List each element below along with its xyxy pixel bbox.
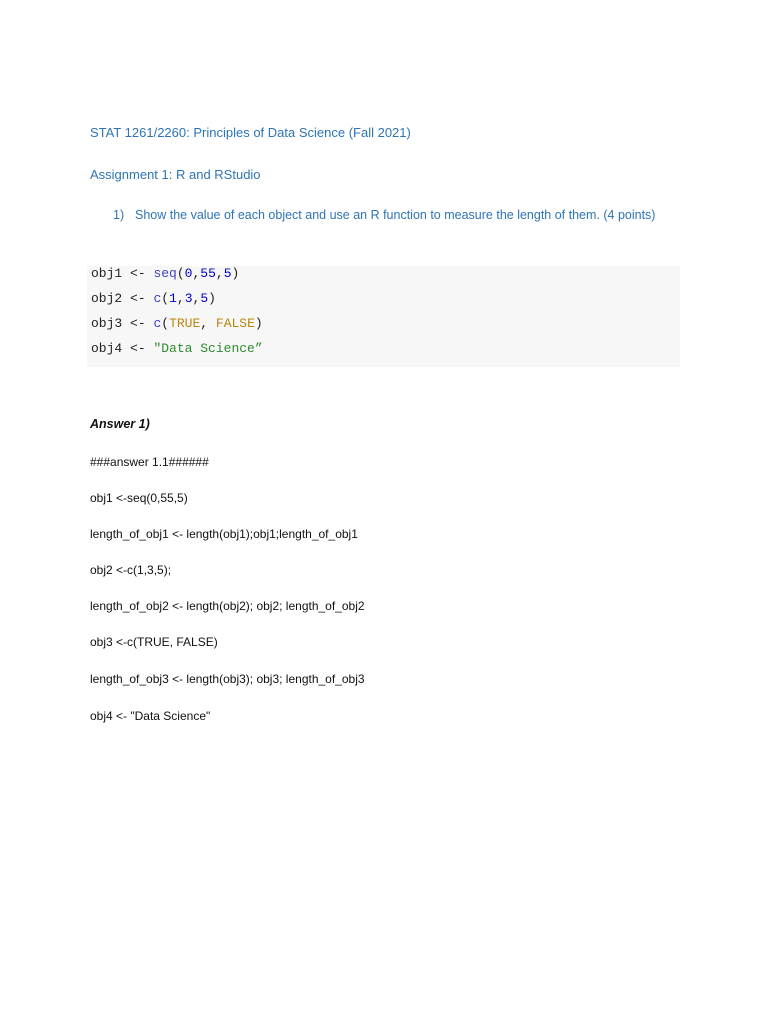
assignment-title: Assignment 1: R and RStudio [90,167,261,182]
course-title: STAT 1261/2260: Principles of Data Science (Fall 2021) [90,125,411,140]
code-comma: , [192,266,201,281]
code-number: 5 [200,291,209,306]
code-variable: obj4 [91,341,123,356]
code-number: 0 [184,266,193,281]
question-text: Show the value of each object and use an R function to measure the length of them. (4 points) [135,208,656,222]
code-paren: ( [161,316,170,331]
code-string: "Data Science” [153,341,263,356]
answer-line: obj4 <- "Data Science" [90,709,211,723]
code-number: 5 [223,266,232,281]
question-item [113,208,655,222]
answer-line: length_of_obj1 <- length(obj1);obj1;length_of_obj1 [90,527,358,541]
code-variable: obj3 [91,316,123,331]
code-number: 1 [169,291,177,306]
code-assign-operator: <- [122,316,154,331]
code-number: 3 [184,291,193,306]
code-assign-operator: <- [122,291,154,306]
code-paren: ) [208,291,216,306]
code-comma: , [192,291,201,306]
code-line [91,341,263,356]
code-block [87,266,680,367]
answer-line: length_of_obj3 <- length(obj3); obj3; length_of_obj3 [90,672,365,686]
code-comma: , [215,266,224,281]
code-line [91,291,216,306]
answer-line: length_of_obj2 <- length(obj2); obj2; length_of_obj2 [90,599,365,613]
code-keyword: FALSE [215,316,255,331]
answer-line: ###answer 1.1###### [90,455,209,469]
question-number: 1) [113,208,125,222]
code-paren: ) [231,266,240,281]
answer-line: obj1 <-seq(0,55,5) [90,491,188,505]
code-paren: ( [161,291,170,306]
code-paren: ( [176,266,185,281]
code-variable: obj1 [91,266,123,281]
code-function: seq [153,266,177,281]
code-function: c [153,316,162,331]
code-keyword: TRUE [169,316,201,331]
code-line [91,316,263,331]
code-comma: , [200,316,216,331]
code-variable: obj2 [91,291,123,306]
answer-title: Answer 1) [90,417,150,431]
code-number: 55 [200,266,216,281]
code-paren: ) [254,316,263,331]
answer-line: obj3 <-c(TRUE, FALSE) [90,635,218,649]
code-assign-operator: <- [122,341,154,356]
answer-line: obj2 <-c(1,3,5); [90,563,172,577]
code-comma: , [176,291,185,306]
code-function: c [153,291,162,306]
code-line [91,266,239,281]
code-assign-operator: <- [122,266,154,281]
